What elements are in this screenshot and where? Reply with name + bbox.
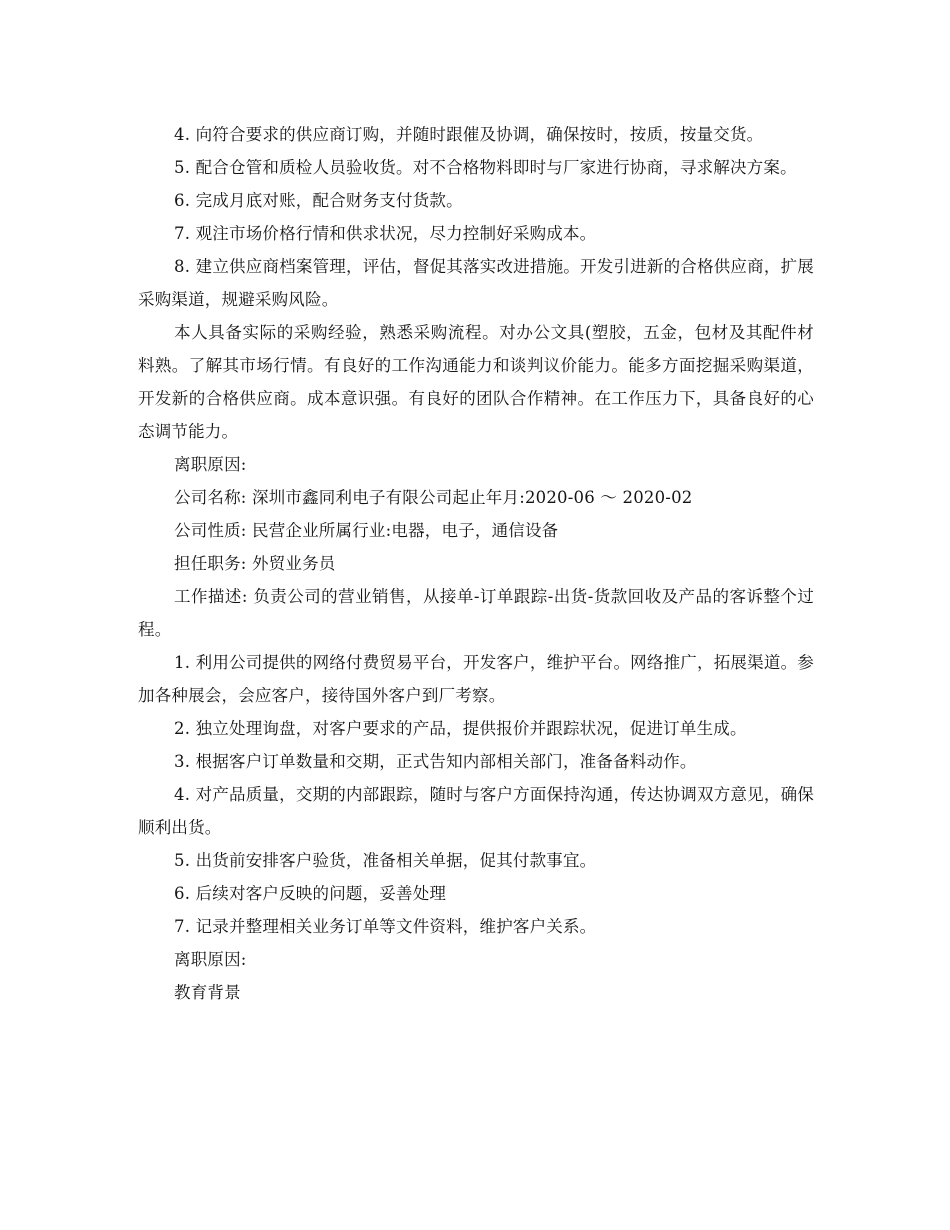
paragraph-purchase-4: 4. 向符合要求的供应商订购，并随时跟催及协调，确保按时，按质，按量交货。 [174,125,764,144]
paragraph-job-title: 担任职务: 外贸业务员 [174,554,336,573]
paragraph-sales-6: 6. 后续对客户反映的问题，妥善处理 [174,884,447,903]
paragraph-education-heading: 教育背景 [174,983,241,1002]
paragraph-leave-reason-2: 离职原因: [174,950,247,969]
paragraph-purchase-5: 5. 配合仓管和质检人员验收货。对不合格物料即时与厂家进行协商，寻求解决方案。 [174,158,797,177]
paragraph-leave-reason-1: 离职原因: [174,455,247,474]
paragraph-purchase-8: 8. 建立供应商档案管理，评估，督促其落实改进措施。开发引进新的合格供应商，扩展采购渠道，规避采购风险。 [138,257,814,309]
paragraph-sales-5: 5. 出货前安排客户验货，准备相关单据，促其付款事宜。 [174,851,597,870]
paragraph-purchase-7: 7. 观注市场价格行情和供求状况，尽力控制好采购成本。 [174,224,597,243]
paragraph-sales-4: 4. 对产品质量，交期的内部跟踪，随时与客户方面保持沟通，传达协调双方意见，确保顺利出货。 [138,785,814,837]
paragraph-sales-2: 2. 独立处理询盘，对客户要求的产品，提供报价并跟踪状况，促进订单生成。 [174,719,747,738]
paragraph-purchase-6: 6. 完成月底对账，配合财务支付货款。 [174,191,463,210]
paragraph-sales-1: 1. 利用公司提供的网络付费贸易平台，开发客户，维护平台。网络推广，拓展渠道。参加各种展会，会应客户，接待国外客户到厂考察。 [138,653,814,705]
paragraph-job-description: 工作描述: 负责公司的营业销售，从接单-订单跟踪-出货-货款回收及产品的客诉整个过程。 [138,587,814,639]
document-page [138,118,814,1009]
paragraph-company-type: 公司性质: 民营企业所属行业:电器，电子，通信设备 [174,521,559,540]
paragraph-company-name: 公司名称: 深圳市鑫同利电子有限公司起止年月:2020-06 ～ 2020-02 [174,488,693,507]
paragraph-self-summary: 本人具备实际的采购经验，熟悉采购流程。对办公文具(塑胶，五金，包材及其配件材料熟。了解其市场行情。有良好的工作沟通能力和谈判议价能力。能多方面挖掘采购渠道，开发新的合格供应商。成本意识强。有良好的团队合作精神。在工作压力下，具备良好的心态调节能力。 [138,323,814,441]
paragraph-sales-7: 7. 记录并整理相关业务订单等文件资料，维护客户关系。 [174,917,597,936]
paragraph-sales-3: 3. 根据客户订单数量和交期，正式告知内部相关部门，准备备料动作。 [174,752,697,771]
